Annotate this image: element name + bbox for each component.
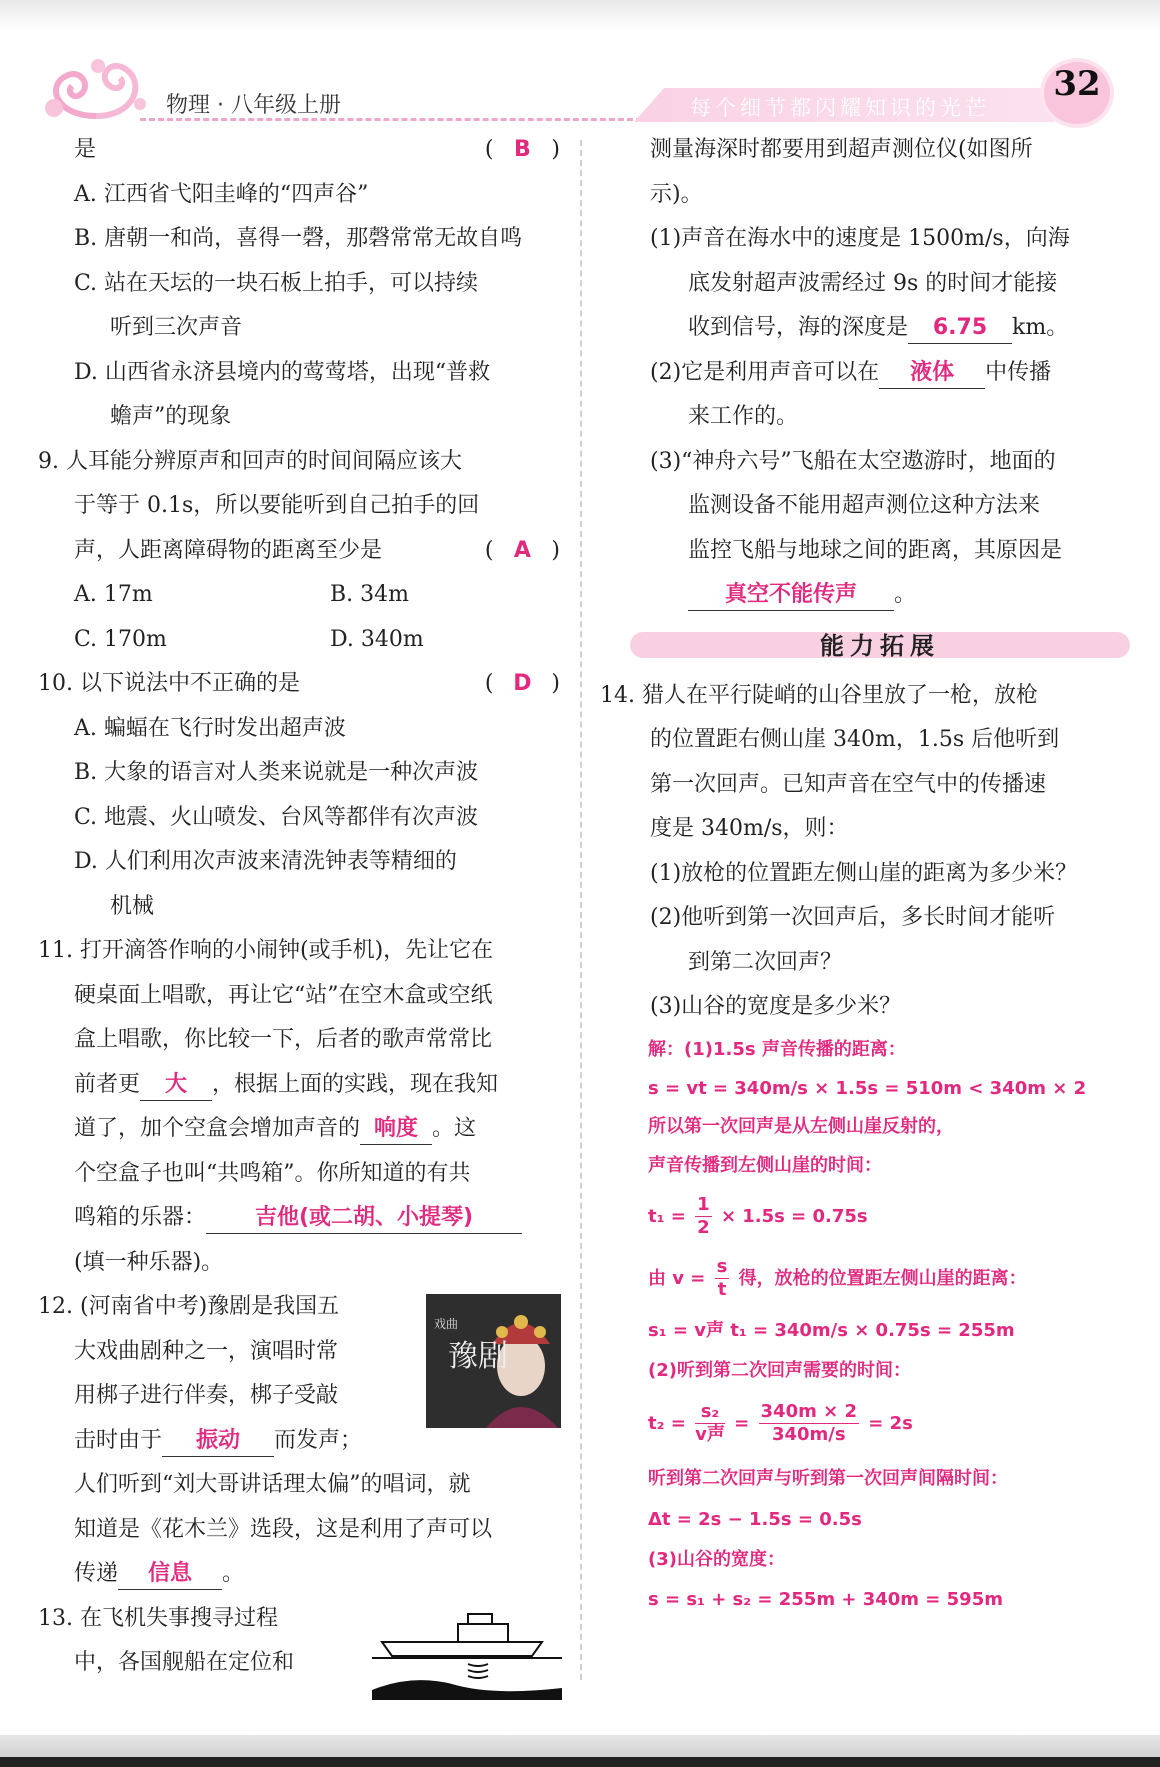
sol-line-11: Δt = 2s − 1.5s = 0.5s [648, 1508, 862, 1530]
q8-option-a: A. 江西省弋阳圭峰的“四声谷” [74, 181, 369, 207]
q13-p3-line-1: (3)“神舟六号”飞船在太空遨游时，地面的 [650, 448, 1056, 474]
q14-line-3: 第一次回声。已知声音在空气中的传播速 [650, 771, 1047, 797]
q12-line-1: 12. (河南省中考)豫剧是我国五 [38, 1294, 340, 1319]
q12-blank-2: 信息 [118, 1559, 222, 1590]
q10-option-c: C. 地震、火山喷发、台风等都伴有次声波 [74, 804, 479, 830]
sol-line-6: 由 v = $\frac{s}{t}$ 得，放枪的位置距左侧山崖的距离： [648, 1256, 1027, 1300]
opera-label-2: 豫剧 [448, 1339, 508, 1374]
q14-sub-2: (2)他听到第一次回声后，多长时间才能听 [650, 905, 1056, 930]
q10-answer-bracket: ( D ) [485, 662, 560, 707]
q11-line-8: (填一种乐器)。 [74, 1249, 224, 1275]
q10-option-a: A. 蝙蝠在飞行时发出超声波 [74, 715, 346, 741]
q8-tail: 是 ( B ) [38, 128, 560, 173]
section-header [600, 618, 1122, 674]
q8-option-b: B. 唐朝一和尚，喜得一磬，那磬常常无故自鸣 [74, 226, 523, 251]
flourish-decoration [36, 46, 156, 130]
q8-option-d-cont: 蟾声”的现象 [110, 404, 232, 429]
q11-blank-2: 响度 [360, 1114, 432, 1145]
q9-option-d: D. 340m [330, 626, 424, 652]
right-column [600, 128, 1122, 1620]
sol-line-8: (2)听到第二次回声需要的时间： [648, 1359, 911, 1381]
q13-p1-line-1: (1)声音在海水中的速度是 1500m/s，向海 [650, 226, 1070, 251]
sol-line-2: s = vt = 340m/s × 1.5s = 510m < 340m × 2 [648, 1077, 1087, 1099]
q9-options-row-2 [38, 618, 560, 663]
q9-option-c: C. 170m [74, 626, 167, 652]
q13-cont-2: 示)。 [650, 181, 703, 207]
opera-image [426, 1294, 561, 1428]
q12-line-2: 大戏曲剧种之一，演唱时常 [74, 1338, 339, 1364]
ship-sonar-image [372, 1604, 562, 1700]
q14-sub-1: (1)放枪的位置距左侧山崖的距离为多少米？ [650, 860, 1078, 886]
frac-distance-over-speed: $\frac{340m \times 2}{340m/s}$ [760, 1401, 857, 1445]
q14-line-2: 的位置距右侧山崖 340m，1.5s 后他听到 [650, 727, 1060, 752]
q11-line-1: 11. 打开滴答作响的小闹钟(或手机)，先让它在 [38, 938, 494, 963]
sol-line-12: (3)山谷的宽度： [648, 1548, 785, 1570]
q12-line-4: 击时由于 振动 而发声； [38, 1419, 560, 1464]
q9-answer: A [513, 537, 531, 563]
q10-answer: D [513, 671, 532, 696]
q11-line-6: 个空盒子也叫“共鸣箱”。你所知道的有共 [74, 1160, 471, 1186]
sol-line-9: t₂ = $\frac{\text{s₂}}{\text{v声}}$ = $\frac{340m \times 2}{340m/s}$ = 2s [648, 1401, 913, 1445]
q9-line-3: 声，人距离障碍物的距离至少是 ( A ) [38, 529, 560, 574]
q9-option-a: A. 17m [74, 582, 153, 607]
sol-line-5: t₁ = $\frac{1}{2}$ × 1.5s = 0.75s [648, 1194, 868, 1238]
q11-line-7: 鸣箱的乐器： 吉他(或二胡、小提琴) [38, 1196, 560, 1241]
sol-line-10: 听到第二次回声与听到第一次回声间隔时间： [648, 1467, 1008, 1489]
sol-line-4: 声音传播到左侧山崖的时间： [648, 1154, 882, 1176]
frac-half: $\frac{1}{2}$ [697, 1194, 710, 1238]
q12-line-5: 人们听到“刘大哥讲话理太偏”的唱词，就 [74, 1472, 471, 1497]
q13-p3-line-4: 真空不能传声 。 [600, 573, 1122, 618]
q9-option-b: B. 34m [330, 582, 410, 607]
q12-line-7: 传递 信息 。 [38, 1552, 560, 1597]
q14-line-4: 度是 340m/s，则： [650, 816, 849, 841]
header-dashed-line [140, 118, 660, 121]
bottom-bar [0, 1757, 1160, 1767]
q11-blank-1: 大 [140, 1070, 212, 1101]
q11-line-3: 盒上唱歌，你比较一下，后者的歌声常常比 [74, 1027, 493, 1052]
sol-line-3: 所以第一次回声是从左侧山崖反射的， [648, 1115, 954, 1137]
left-column [38, 128, 560, 1686]
q13-cont-1: 测量海深时都要用到超声测位仪(如图所 [650, 137, 1033, 162]
q14-sub-3: (3)山谷的宽度是多少米？ [650, 994, 902, 1019]
q10-option-d-cont: 机械 [110, 893, 155, 919]
q14-sub-2-cont: 到第二次回声？ [688, 949, 843, 975]
q9-line-1: 9. 人耳能分辨原声和回声的时间间隔应该大 [38, 448, 462, 474]
q8-option-c: C. 站在天坛的一块石板上拍手，可以持续 [74, 270, 479, 296]
frac-s2-over-v: $\frac{\text{s₂}}{\text{v声}}$ [695, 1401, 725, 1445]
q13-line-1: 13. 在飞机失事搜寻过程 [38, 1605, 278, 1631]
q13-blank-1: 6.75 [908, 313, 1012, 344]
q12-line-6: 知道是《花木兰》选段，这是利用了声可以 [74, 1516, 493, 1542]
q11-line-5: 道了，加个空盒会增加声音的 响度 。这 [38, 1107, 560, 1152]
q8-answer-bracket: ( B ) [485, 128, 560, 173]
opera-figure [426, 1294, 561, 1428]
q11-blank-3: 吉他(或二胡、小提琴) [206, 1203, 522, 1234]
section-title: 能力拓展 [820, 631, 940, 660]
book-subject: 物理 · 八年级上册 [166, 93, 341, 118]
sol-line-7: s₁ = v声 t₁ = 340m/s × 0.75s = 255m [648, 1319, 1015, 1341]
q9-answer-bracket: ( A ) [485, 529, 560, 574]
q13-p2-line-2: 来工作的。 [688, 404, 799, 429]
q13-p1-line-2: 底发射超声波需经过 9s 的时间才能接 [688, 270, 1058, 296]
top-edge [0, 0, 1160, 30]
q13-blank-2: 液体 [879, 358, 985, 389]
page-number: 32 [1053, 64, 1101, 104]
q11-line-4: 前者更 大 ，根据上面的实践，现在我知 [38, 1063, 560, 1108]
q13-line-2: 中，各国舰船在定位和 [74, 1650, 295, 1675]
q9-line-2: 于等于 0.1s，所以要能听到自己拍手的回 [74, 493, 480, 518]
column-divider [580, 140, 582, 1680]
q12-line-3: 用梆子进行伴奏，梆子受敲 [74, 1383, 339, 1408]
q13-p1-line-3: 收到信号，海的深度是 6.75 km。 [600, 306, 1122, 351]
q10-stem: 10. 以下说法中不正确的是 ( D ) [38, 662, 560, 707]
q13-blank-3: 真空不能传声 [688, 580, 894, 611]
sol-line-1: 解：(1)1.5s 声音传播的距离： [648, 1038, 906, 1060]
q8-answer: B [514, 137, 531, 162]
q13-p2-line-1: (2)它是利用声音可以在 液体 中传播 [600, 351, 1122, 396]
q12-blank-1: 振动 [162, 1426, 274, 1457]
sol-line-13: s = s₁ + s₂ = 255m + 340m = 595m [648, 1588, 1003, 1610]
q9-options-row-1 [38, 573, 560, 618]
opera-label-1: 戏曲 [434, 1317, 459, 1331]
q10-option-d: D. 人们利用次声波来清洗钟表等精细的 [74, 849, 457, 874]
q14-line-1: 14. 猎人在平行陡峭的山谷里放了一枪，放枪 [600, 682, 1038, 708]
q10-option-b: B. 大象的语言对人类来说就是一种次声波 [74, 760, 479, 785]
q13-p3-line-2: 监测设备不能用超声测位这种方法来 [688, 493, 1041, 518]
q13-p3-line-3: 监控飞船与地球之间的距离，其原因是 [688, 537, 1063, 563]
frac-s-over-t: $\frac{s}{t}$ [716, 1256, 728, 1300]
q8-option-d: D. 山西省永济县境内的莺莺塔，出现“普救 [74, 359, 491, 385]
q11-line-2: 硬桌面上唱歌，再让它“站”在空木盒或空纸 [74, 982, 493, 1008]
q8-option-c-cont: 听到三次声音 [110, 315, 243, 340]
header-motto: 每个细节都闪耀知识的光芒 [690, 96, 990, 120]
